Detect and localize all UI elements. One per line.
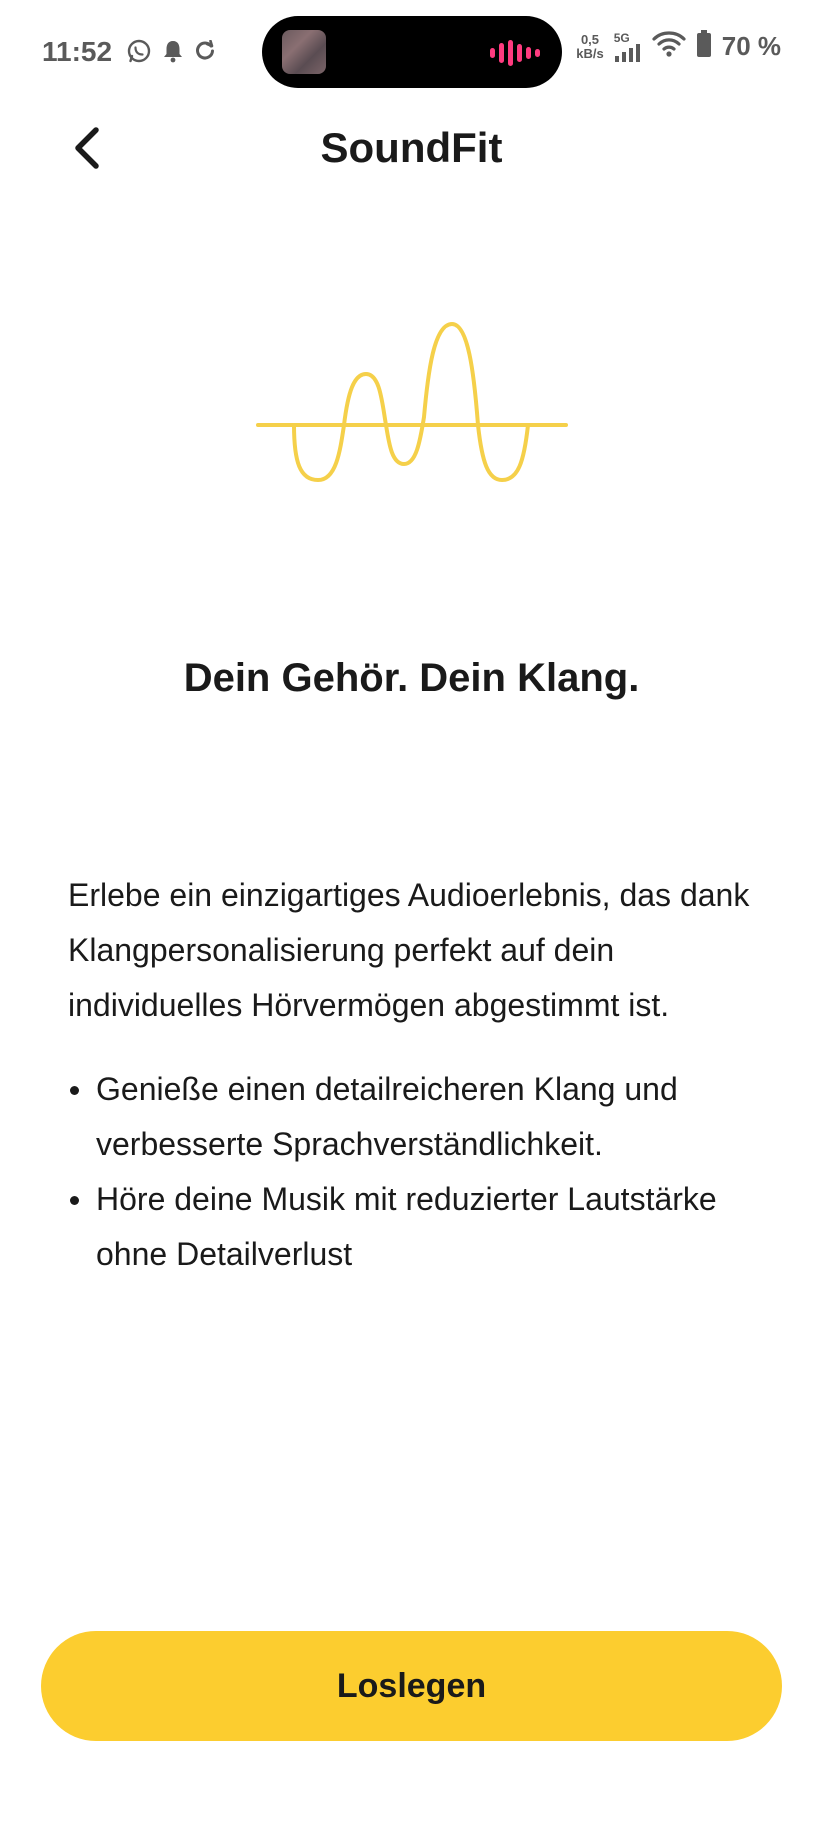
mobile-network: [614, 32, 642, 62]
battery-level: 70 %: [721, 31, 781, 61]
benefit-item: Genieße einen detailreicheren Klang und verbesserte Sprachverständlichkeit.: [68, 1062, 768, 1172]
description-text: Erlebe ein einzigartiges Audioerlebnis, das dank Klangpersonalisierung perfekt auf dein individuelles Hörvermögen abgestimmt ist.: [68, 877, 750, 1023]
battery-icon: [696, 30, 712, 63]
sync-icon: [194, 40, 216, 62]
audio-activity-icon: [490, 40, 540, 66]
whatsapp-icon: [126, 38, 152, 64]
sound-wave-illustration: [256, 322, 568, 488]
wifi-icon: [652, 30, 686, 63]
status-notification-icons: [126, 38, 216, 64]
headline: Dein Gehör. Dein Klang.: [183, 656, 640, 700]
signal-icon: [614, 44, 642, 62]
status-bar: [0, 0, 823, 100]
bell-icon: [162, 39, 184, 63]
benefits-list: [68, 1062, 768, 1282]
media-thumbnail: [282, 30, 326, 74]
status-system-icons: [576, 30, 781, 63]
page-title: SoundFit: [320, 124, 503, 171]
dynamic-island[interactable]: [262, 16, 562, 88]
network-speed-unit: kB/s: [576, 45, 604, 61]
network-speed: [576, 33, 603, 61]
app-header: [0, 110, 823, 190]
network-type: 5G: [613, 30, 630, 45]
network-speed-value: 0,5: [580, 31, 600, 47]
benefit-item: Höre deine Musik mit reduzierter Lautstärke ohne Detailverlust: [68, 1172, 768, 1282]
get-started-button[interactable]: Loslegen: [41, 1631, 782, 1741]
status-time: 11:52: [42, 36, 113, 67]
